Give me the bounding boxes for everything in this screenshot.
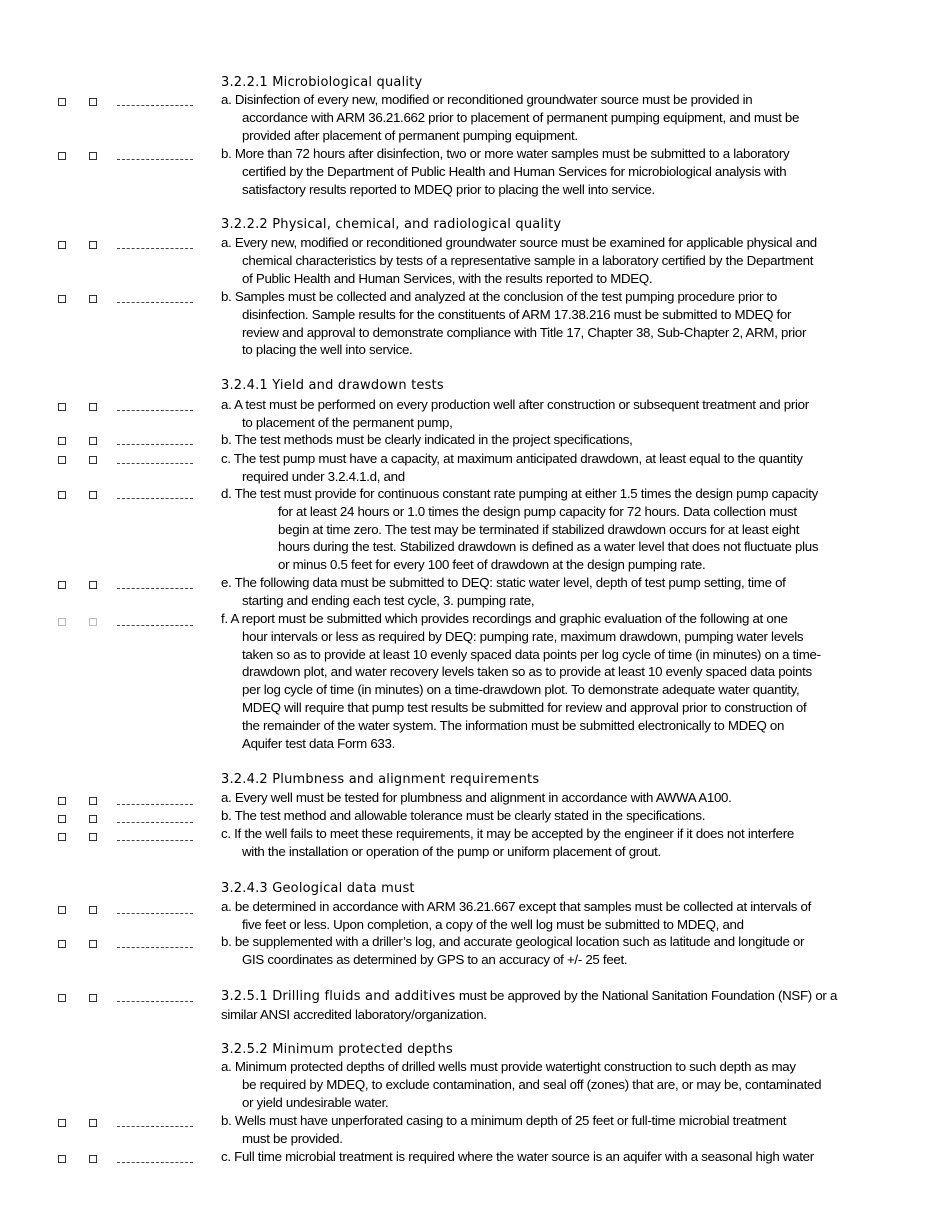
checklist-row-3241b [0,433,220,451]
text-line: b. More than 72 hours after disinfection, two or more water samples must be submitted to a laboratory [221,146,790,161]
checklist-row-3243a [0,902,220,920]
text-span: must be approved by the National Sanitation Foundation (NSF) or a [455,988,838,1003]
text-line: GIS coordinates as determined by GPS to an accuracy of +/- 25 feet. [242,951,628,967]
text-line: MDEQ will require that pump test results be submitted for review and approval prior to construction of [242,699,807,715]
text-line: to placing the well into service. [242,342,413,358]
text-line: the remainder of the water system. The information must be submitted electronically to MDEQ on [242,717,785,733]
text-line: or yield undesirable water. [242,1094,389,1110]
checklist-row-3242c [0,829,220,847]
text-line: b. be supplemented with a driller’s log, and accurate geological location such as latitude and longitude or [221,934,805,949]
text-line: b. Samples must be collected and analyzed at the conclusion of the test pumping procedure prior to [221,289,778,304]
item-3251 [221,987,896,1024]
initials-blank[interactable] [117,840,193,841]
text-line: c. The test pump must have a capacity, at maximum anticipated drawdown, at least equal to the quantity [221,451,803,466]
checkbox-no[interactable] [89,618,97,626]
initials-blank[interactable] [117,302,193,303]
text-line: must be provided. [242,1130,343,1146]
checkbox-no[interactable] [89,1119,97,1127]
text-line: drawdown plot, and water recovery levels taken so as to provide at least 10 evenly spaced data points [242,664,812,680]
text-line: c. If the well fails to meet these requirements, it may be accepted by the engineer if it does not interfere [221,826,794,841]
section-heading-3243: 3.2.4.3 Geological data must [221,881,415,896]
checkbox-no[interactable] [89,456,97,464]
checkbox-yes[interactable] [58,437,66,445]
checklist-row-3241c [0,452,220,470]
text-line: a. Every well must be tested for plumbness and alignment in accordance with AWWA A100. [221,790,732,805]
checkbox-yes[interactable] [58,618,66,626]
checklist-row-3241f [0,614,220,632]
checkbox-yes[interactable] [58,940,66,948]
text-line [221,987,896,1006]
text-line: hour intervals or less as required by DEQ: pumping rate, maximum drawdown, pumping water levels [242,628,804,644]
checkbox-no[interactable] [89,581,97,589]
initials-blank[interactable] [117,804,193,805]
checklist-row-3242a [0,793,220,811]
initials-blank[interactable] [117,625,193,626]
checkbox-no[interactable] [89,437,97,445]
checklist-row-3252c [0,1151,220,1169]
text-line: for at least 24 hours or 1.0 times the design pump capacity for 72 hours. Data collection must [278,503,797,519]
checkbox-yes[interactable] [58,456,66,464]
text-line: be required by MDEQ, to exclude contamination, and seal off (zones) that are, or may be, contaminated [242,1076,822,1092]
text-line: hours during the test. Stabilized drawdown is defined as a water level that does not fluctuate plus [278,539,819,555]
checkbox-no[interactable] [89,491,97,499]
item-3252a [221,1058,896,1111]
item-3241a [221,396,896,432]
text-line: taken so as to provide at least 10 evenly spaced data points per log cycle of time (in minutes) on a time- [242,646,821,662]
item-3241b [221,431,896,449]
checkbox-no[interactable] [89,403,97,411]
text-line: provided after placement of permanent pumping equipment. [242,127,578,143]
checklist-row-3222b [0,291,220,309]
checkbox-yes[interactable] [58,994,66,1002]
section-heading-3251: 3.2.5.1 Drilling fluids and additives [221,989,456,1004]
text-line: or minus 0.5 feet for every 100 feet of drawdown at the design pumping rate. [278,557,706,573]
checkbox-no[interactable] [89,98,97,106]
checkbox-no[interactable] [89,906,97,914]
item-3221b [221,145,896,198]
initials-blank[interactable] [117,822,193,823]
initials-blank[interactable] [117,1162,193,1163]
section-heading-3252: 3.2.5.2 Minimum protected depths [221,1042,453,1057]
item-3241f [221,610,896,752]
checklist-row-3242b [0,811,220,829]
initials-blank[interactable] [117,159,193,160]
text-line: accordance with ARM 36.21.662 prior to placement of permanent pumping equipment, and must be [242,109,800,125]
initials-blank[interactable] [117,105,193,106]
checkbox-yes[interactable] [58,581,66,589]
checkbox-yes[interactable] [58,403,66,411]
text-line: similar ANSI accredited laboratory/organization. [221,1006,487,1022]
checkbox-no[interactable] [89,994,97,1002]
initials-blank[interactable] [117,1001,193,1002]
checkbox-yes[interactable] [58,295,66,303]
checklist-row-3221b [0,148,220,166]
checkbox-yes[interactable] [58,1119,66,1127]
text-line: b. The test methods must be clearly indicated in the project specifications, [221,432,633,447]
checkbox-no[interactable] [89,833,97,841]
text-line: chemical characteristics by tests of a representative sample in a laboratory certified by the Department [242,252,814,268]
text-line: e. The following data must be submitted to DEQ: static water level, depth of test pump setting, time of [221,575,786,590]
item-3241e [221,574,896,610]
text-line: c. Full time microbial treatment is required where the water source is an aquifer with a seasonal high water [221,1149,814,1164]
initials-blank[interactable] [117,1126,193,1127]
checkbox-yes[interactable] [58,797,66,805]
checkbox-no[interactable] [89,797,97,805]
text-line: per log cycle of time (in minutes) on a time-drawdown plot. To demonstrate adequate water quantity, [242,682,800,698]
checklist-row-3222a [0,237,220,255]
initials-blank[interactable] [117,463,193,464]
checklist-row-3252b [0,1115,220,1133]
checkbox-yes[interactable] [58,1155,66,1163]
checkbox-no[interactable] [89,1155,97,1163]
checklist-row-3251 [0,990,220,1008]
text-line: review and approval to demonstrate compliance with Title 17, Chapter 38, Sub-Chapter 2, ARM, prior [242,324,807,340]
item-3222b [221,288,896,359]
text-line: of Public Health and Human Services, with the results reported to MDEQ. [242,270,653,286]
checklist-row-3241a [0,399,220,417]
text-line: begin at time zero. The test may be terminated if stabilized drawdown occurs for at least eight [278,521,800,537]
checkbox-yes[interactable] [58,815,66,823]
text-line: certified by the Department of Public Health and Human Services for microbiological analysis with [242,163,787,179]
item-3243b [221,933,896,969]
item-3252b [221,1112,896,1148]
item-3221a [221,91,896,144]
item-3242a [221,789,896,807]
checkbox-yes[interactable] [58,241,66,249]
section-heading-3221: 3.2.2.1 Microbiological quality [221,75,423,90]
section-heading-3242: 3.2.4.2 Plumbness and alignment requirements [221,772,540,787]
initials-blank[interactable] [117,947,193,948]
checkbox-no[interactable] [89,295,97,303]
text-line: a. A test must be performed on every production well after construction or subsequent treatment and prior [221,397,809,412]
text-line: a. Every new, modified or reconditioned groundwater source must be examined for applicable physical and [221,235,817,250]
item-3252c [221,1148,896,1166]
checkbox-yes[interactable] [58,491,66,499]
section-heading-3222: 3.2.2.2 Physical, chemical, and radiological quality [221,217,562,232]
text-line: starting and ending each test cycle, 3. pumping rate, [242,592,535,608]
section-heading-3241: 3.2.4.1 Yield and drawdown tests [221,378,444,393]
text-line: a. be determined in accordance with ARM 36.21.667 except that samples must be collected at intervals of [221,899,811,914]
checkbox-yes[interactable] [58,833,66,841]
checklist-row-3241d [0,487,220,505]
checkbox-yes[interactable] [58,152,66,160]
text-line: a. Disinfection of every new, modified or reconditioned groundwater source must be provided in [221,92,753,107]
text-line: Aquifer test data Form 633. [242,735,396,751]
initials-blank[interactable] [117,444,193,445]
checkbox-no[interactable] [89,940,97,948]
item-3242c [221,825,896,861]
item-3222a [221,234,896,287]
text-line: with the installation or operation of the pump or uniform placement of grout. [242,843,661,859]
initials-blank[interactable] [117,498,193,499]
text-line: f. A report must be submitted which provides recordings and graphic evaluation of the following at one [221,611,788,626]
text-line: a. Minimum protected depths of drilled wells must provide watertight construction to such depth as may [221,1059,796,1074]
text-line: to placement of the permanent pump, [242,414,453,430]
text-line: five feet or less. Upon completion, a copy of the well log must be submitted to MDEQ, and [242,916,744,932]
initials-blank[interactable] [117,588,193,589]
initials-blank[interactable] [117,410,193,411]
checkbox-no[interactable] [89,152,97,160]
text-line: satisfactory results reported to MDEQ prior to placing the well into service. [242,181,655,197]
item-3241c [221,450,896,486]
initials-blank[interactable] [117,913,193,914]
text-line: required under 3.2.4.1.d, and [242,468,405,484]
checkbox-yes[interactable] [58,906,66,914]
initials-blank[interactable] [117,248,193,249]
item-3242b [221,807,896,825]
text-line: d. The test must provide for continuous constant rate pumping at either 1.5 times the design pump capacity [221,486,818,501]
checkbox-no[interactable] [89,241,97,249]
checklist-row-3243b [0,936,220,954]
checklist-row-3241e [0,577,220,595]
checklist-row-3221a [0,94,220,112]
checkbox-no[interactable] [89,815,97,823]
item-3241d [221,485,896,574]
checkbox-yes[interactable] [58,98,66,106]
text-line: b. The test method and allowable tolerance must be clearly stated in the specifications. [221,808,706,823]
text-line: b. Wells must have unperforated casing to a minimum depth of 25 feet or full-time microbial treatment [221,1113,787,1128]
item-3243a [221,898,896,934]
text-line: disinfection. Sample results for the constituents of ARM 17.38.216 must be submitted to MDEQ for [242,306,792,322]
